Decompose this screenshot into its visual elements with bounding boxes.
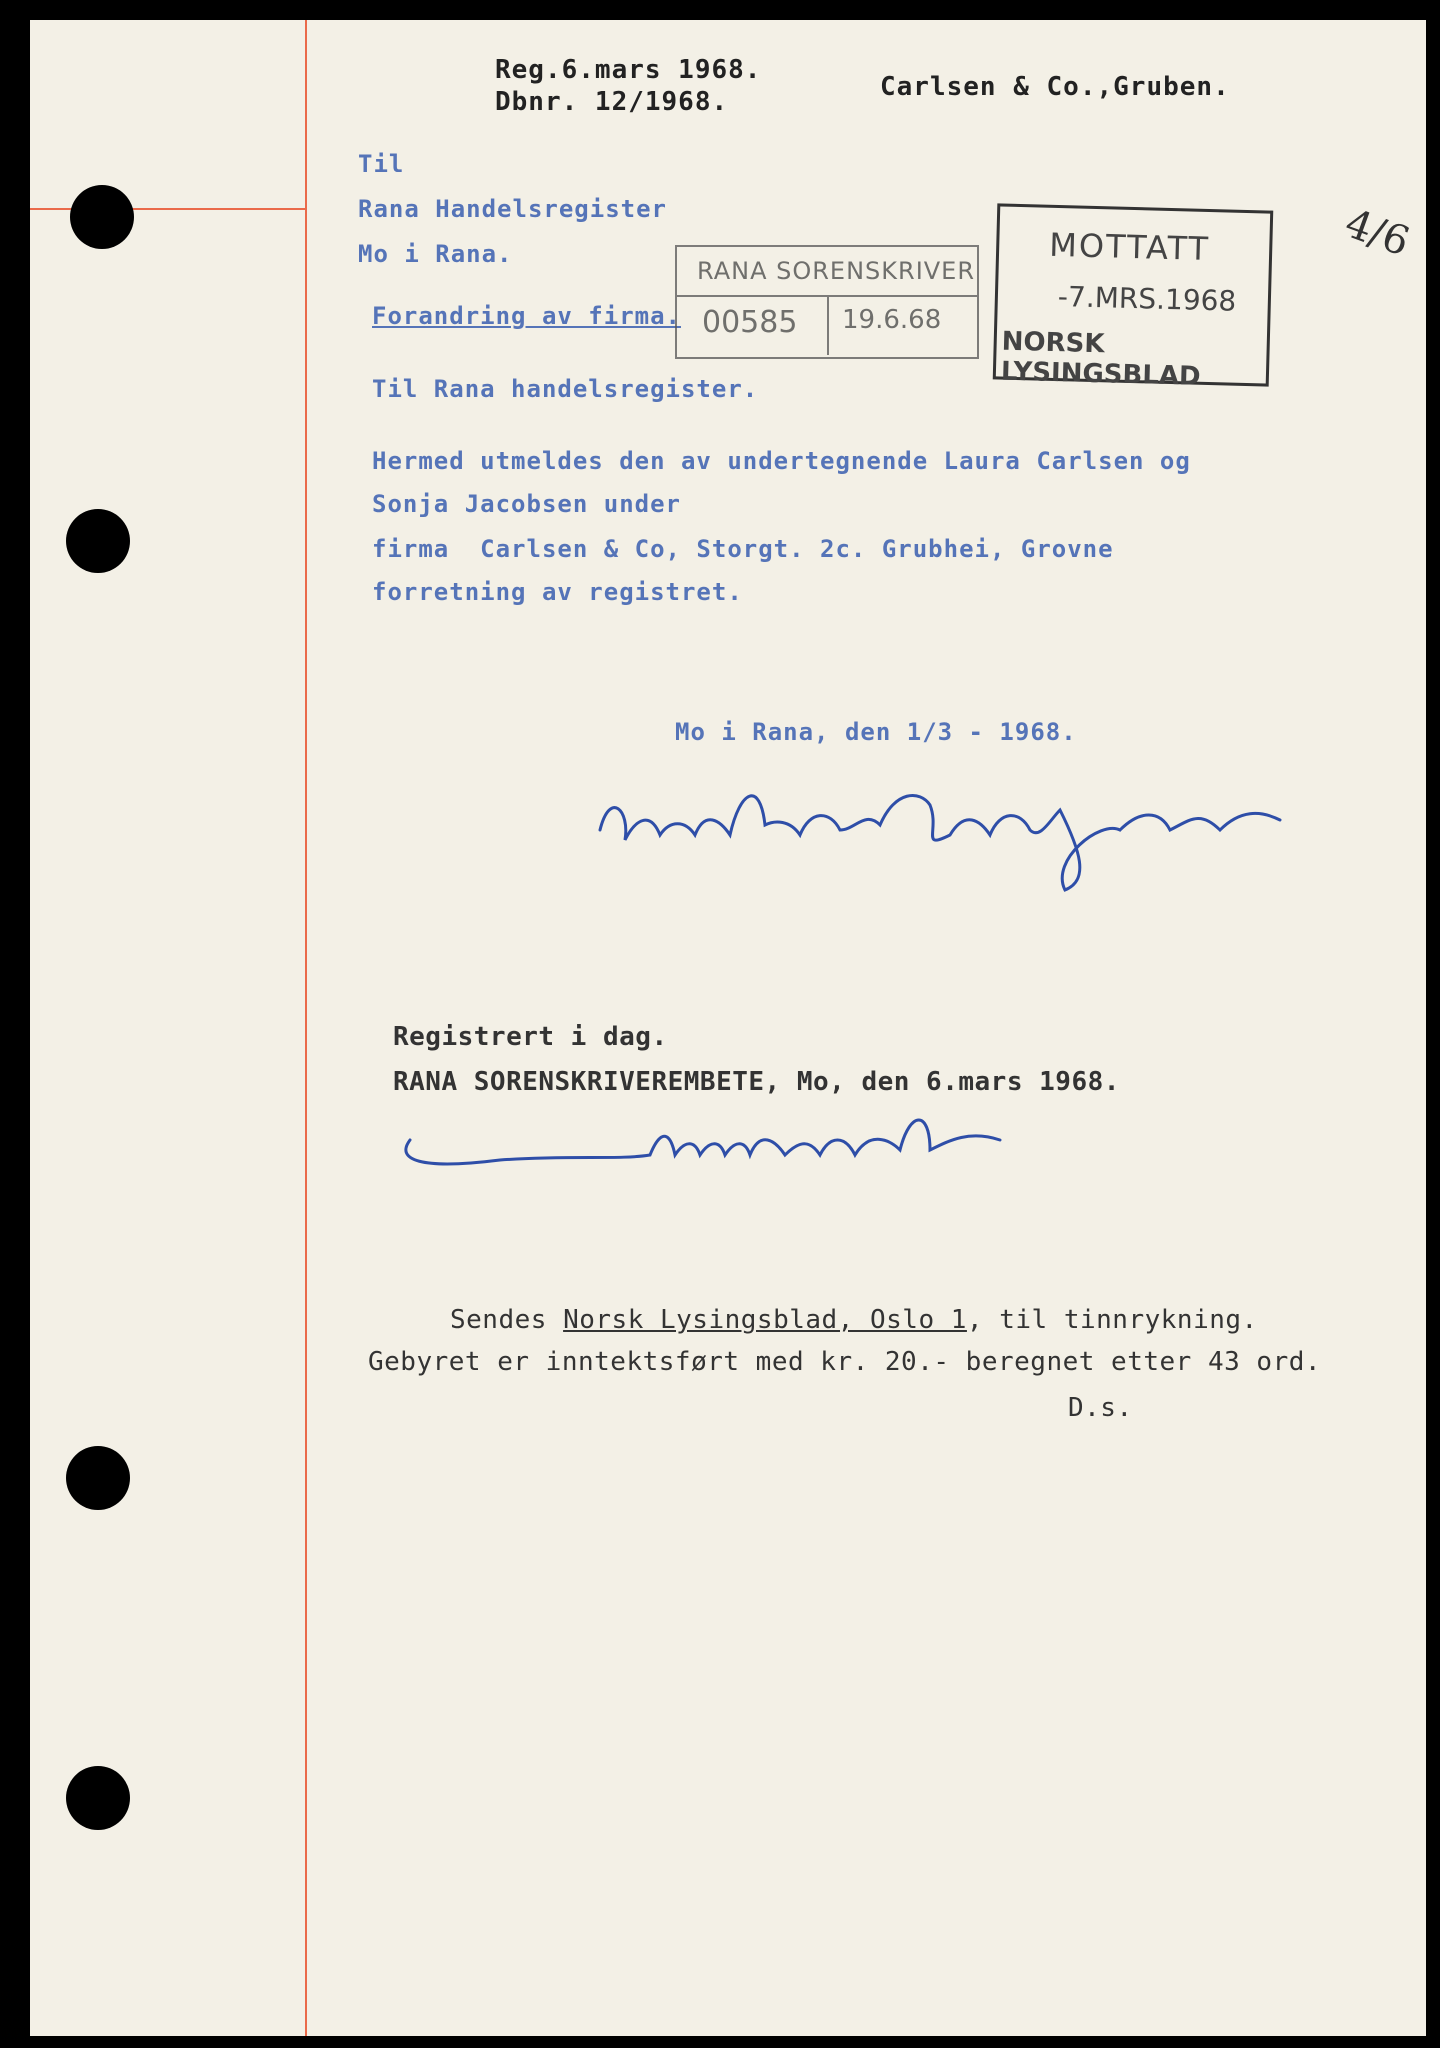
- mottatt-stamp: [993, 203, 1274, 392]
- mottatt-stamp-org: NORSK LYSINGSBLAD: [1000, 326, 1201, 392]
- rana-stamp-number: 00585: [702, 305, 798, 340]
- registration-note: Registrert i dag.: [393, 1022, 668, 1052]
- punch-hole: [66, 1766, 130, 1830]
- rana-stamp-title: RANA SORENSKRIVER: [697, 257, 976, 285]
- place-date: Mo i Rana, den 1/3 - 1968.: [675, 718, 1077, 746]
- punch-hole: [66, 1446, 130, 1510]
- footer-suffix: , til tinnrykning.: [966, 1305, 1258, 1335]
- address-line: Til: [358, 150, 405, 178]
- body-line: forretning av registret.: [372, 578, 743, 606]
- footer-publication: Norsk Lysingsblad, Oslo 1: [563, 1305, 967, 1335]
- body-line: firma Carlsen & Co, Storgt. 2c. Grubhei, Grovne: [372, 535, 1114, 563]
- rana-stamp: [675, 245, 979, 359]
- footer-prefix: Sendes: [450, 1305, 564, 1335]
- body-line: Sonja Jacobsen under: [372, 490, 681, 518]
- footer-fee-line: Gebyret er inntektsført med kr. 20.- beregnet etter 43 ord.: [368, 1347, 1322, 1377]
- signature: [580, 750, 1300, 900]
- registrar-signature: [390, 1100, 1030, 1210]
- footer-ds: D.s.: [1068, 1393, 1133, 1423]
- registration-office: RANA SORENSKRIVEREMBETE, Mo, den 6.mars 1968.: [393, 1067, 1120, 1097]
- punch-hole: [70, 185, 134, 249]
- mottatt-stamp-title: MOTTATT: [1048, 225, 1211, 268]
- dbnr-ref: Dbnr. 12/1968.: [495, 87, 729, 117]
- punch-hole: [66, 509, 130, 573]
- footer-line: [450, 1305, 1258, 1335]
- rana-stamp-date: 19.6.68: [842, 305, 942, 335]
- mottatt-stamp-date: -7.MRS.1968: [1057, 280, 1237, 318]
- registration-ref: Reg.6.mars 1968.: [495, 55, 762, 85]
- body-line: Hermed utmeldes den av undertegnende Laura Carlsen og: [372, 447, 1191, 475]
- address-line: Mo i Rana.: [358, 240, 513, 268]
- salutation: Til Rana handelsregister.: [372, 375, 759, 403]
- address-line: Rana Handelsregister: [358, 195, 667, 223]
- subject-line: Forandring av firma.: [372, 302, 681, 330]
- firm-header: Carlsen & Co.,Gruben.: [880, 72, 1230, 102]
- page-mark: 4/6: [1339, 200, 1416, 266]
- margin-line: [305, 20, 307, 2036]
